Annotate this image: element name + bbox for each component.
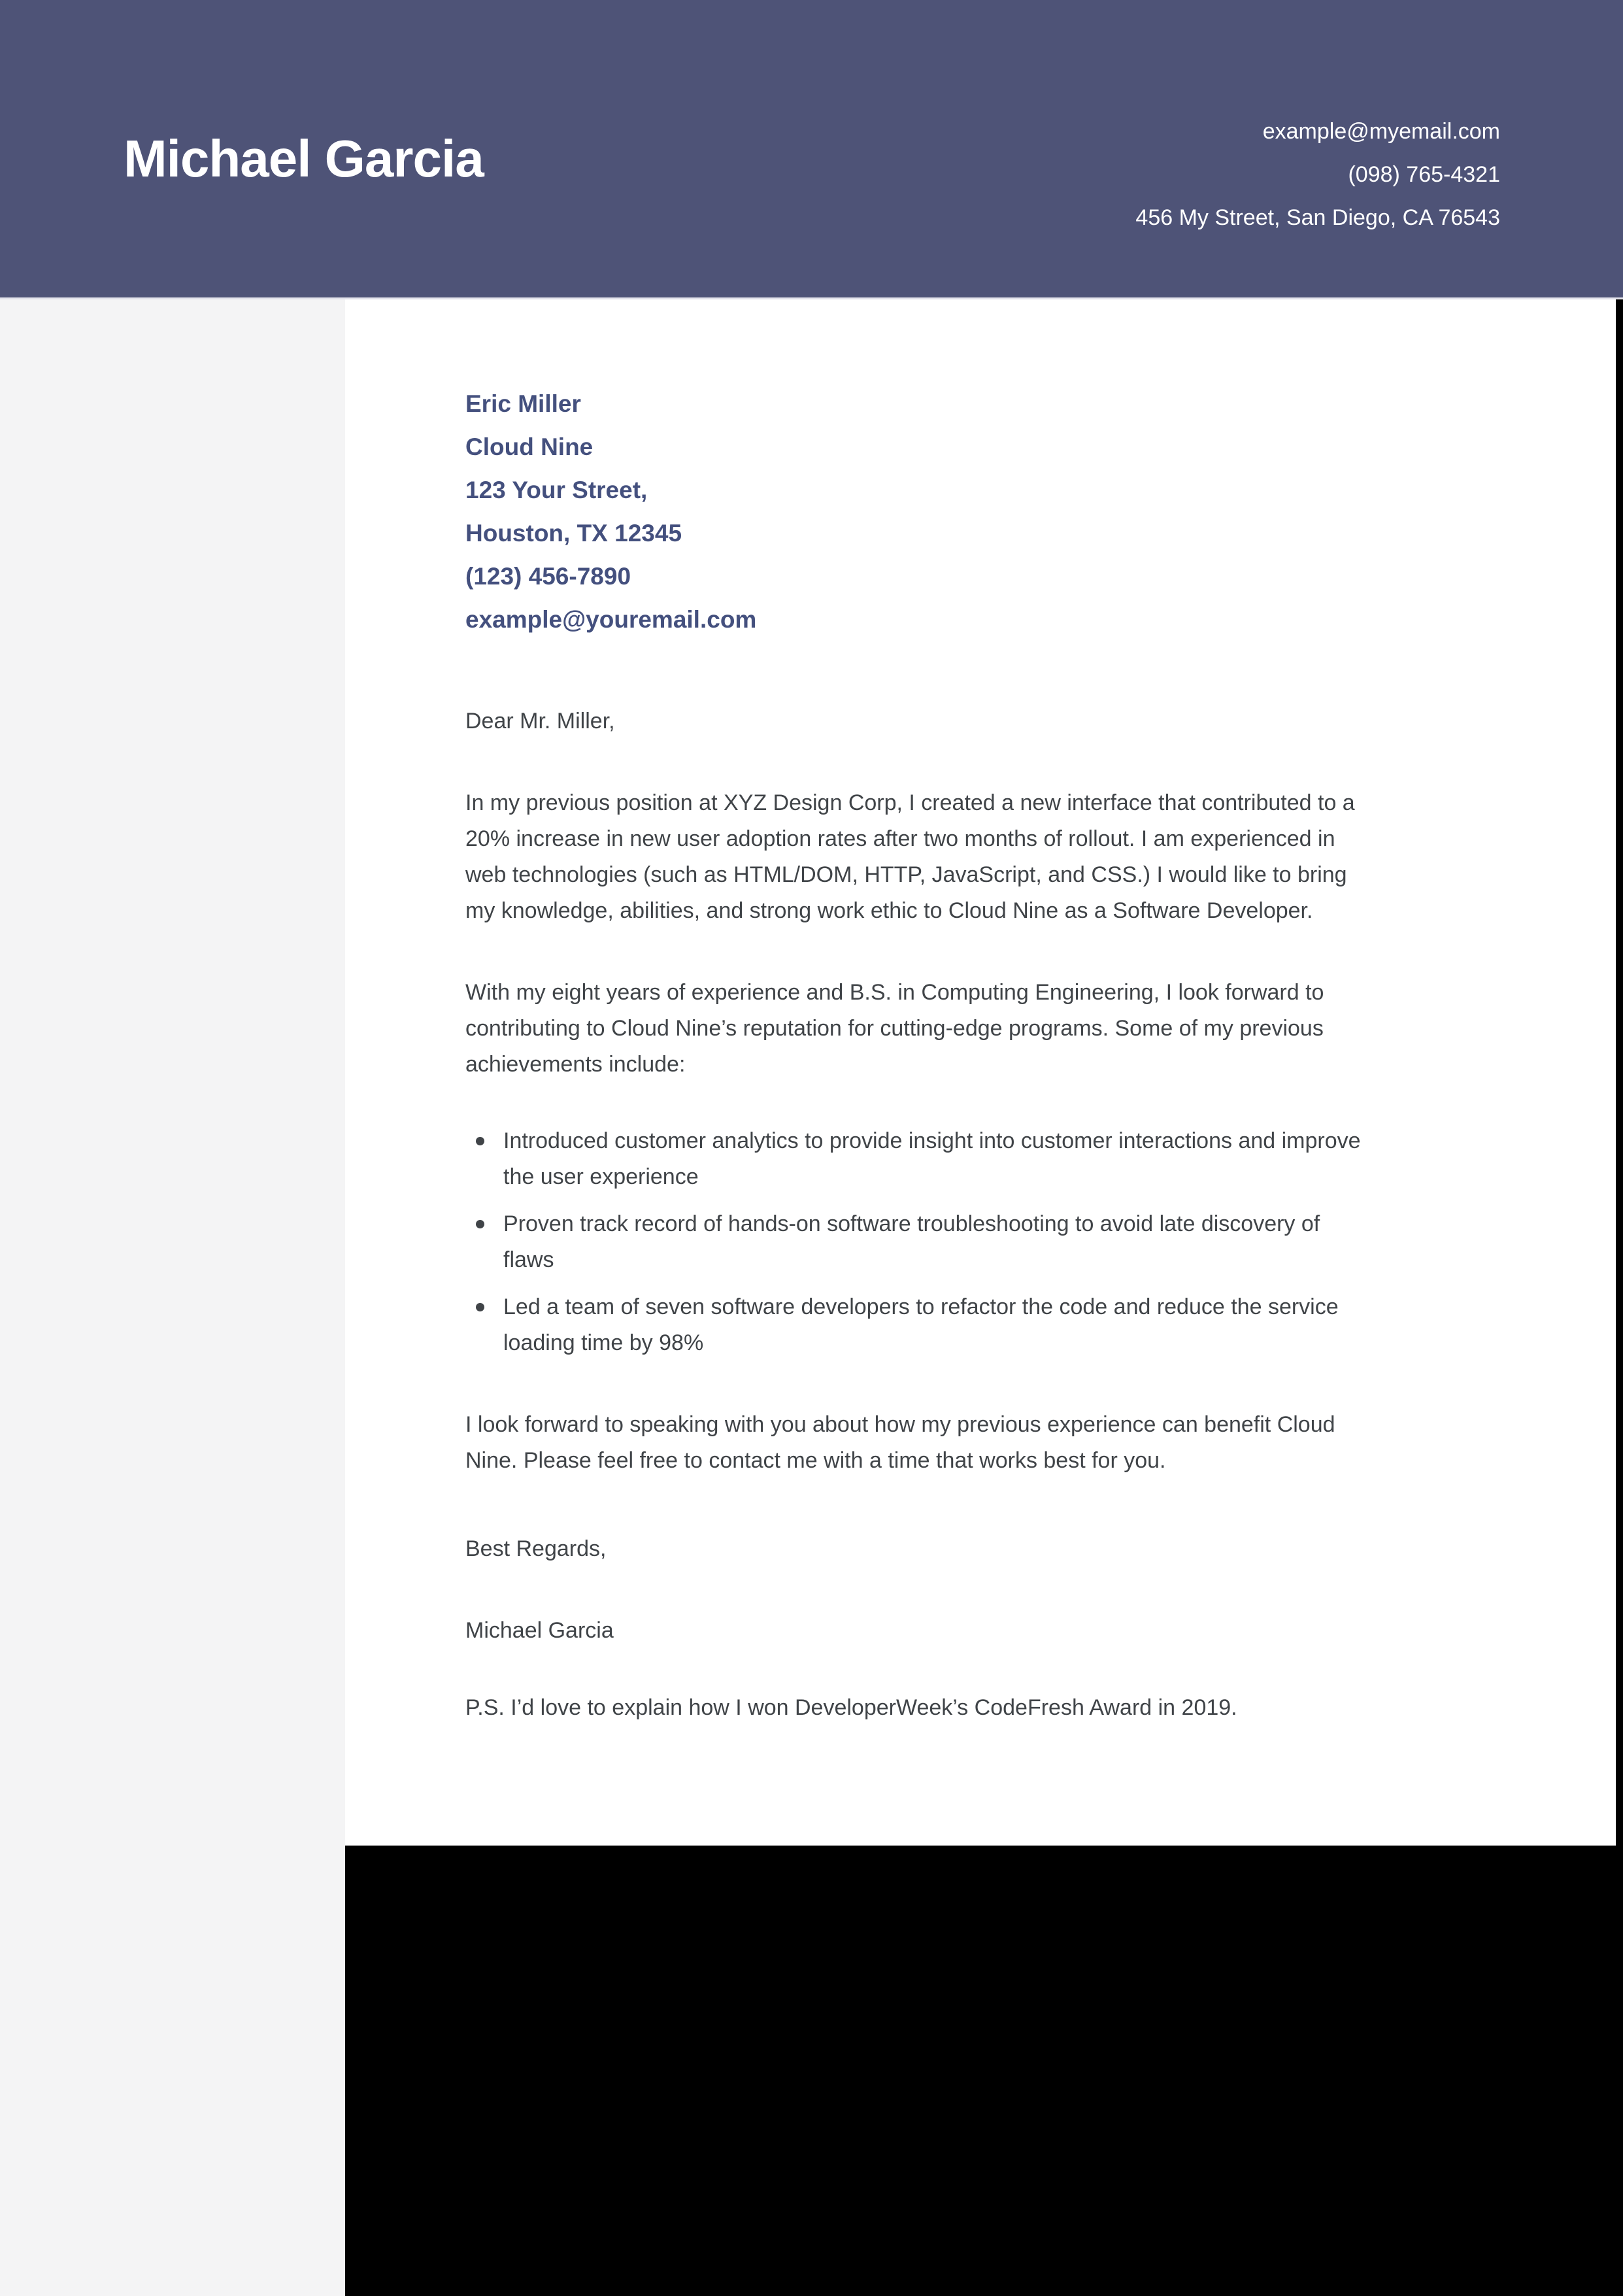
text-line: my knowledge, abilities, and strong work ethic to Cloud Nine as a Software Developer. xyxy=(465,898,1313,923)
recipient-city: Houston, TX 12345 xyxy=(465,520,682,547)
recipient-block xyxy=(465,382,1558,641)
text-line: 20% increase in new user adoption rates after two months of rollout. I am experienced in xyxy=(465,826,1335,851)
list-item-analytics xyxy=(465,1123,1558,1195)
header-band xyxy=(0,0,1623,299)
text-line: achievements include: xyxy=(465,1052,686,1077)
text-line: Proven track record of hands-on software troubleshooting to avoid late discovery of xyxy=(503,1211,1320,1236)
text-line: flaws xyxy=(503,1247,554,1272)
contact-address: 456 My Street, San Diego, CA 76543 xyxy=(1135,205,1500,230)
text-line: Led a team of seven software developers to refactor the code and reduce the service xyxy=(503,1294,1339,1319)
text-line: Introduced customer analytics to provide insight into customer interactions and improve xyxy=(503,1128,1361,1153)
text-line: With my eight years of experience and B.S. in Computing Engineering, I look forward to xyxy=(465,980,1324,1005)
recipient-street: 123 Your Street, xyxy=(465,477,648,503)
applicant-name: Michael Garcia xyxy=(124,129,484,188)
contact-email: example@myemail.com xyxy=(1262,119,1500,144)
paragraph-intro xyxy=(465,785,1558,929)
paragraph-closing xyxy=(465,1407,1558,1479)
text-line: the user experience xyxy=(503,1164,699,1189)
signature-name: Michael Garcia xyxy=(465,1618,614,1643)
recipient-phone: (123) 456-7890 xyxy=(465,563,631,590)
letter-body xyxy=(345,299,1623,1726)
letter-page xyxy=(345,299,1623,2296)
content-row xyxy=(0,299,1623,2296)
bottom-cutoff-area xyxy=(345,1846,1623,2296)
valediction: Best Regards, xyxy=(465,1536,607,1561)
text-line: loading time by 98% xyxy=(503,1330,704,1355)
recipient-name: Eric Miller xyxy=(465,390,581,417)
salutation: Dear Mr. Miller, xyxy=(465,709,615,734)
achievements-list xyxy=(465,1123,1558,1361)
contact-phone: (098) 765-4321 xyxy=(1348,162,1500,187)
text-line: web technologies (such as HTML/DOM, HTTP, JavaScript, and CSS.) I would like to bring xyxy=(465,862,1347,887)
text-line: In my previous position at XYZ Design Corp, I created a new interface that contributed to a xyxy=(465,790,1355,815)
text-line: I look forward to speaking with you about how my previous experience can benefit Cloud xyxy=(465,1412,1335,1437)
list-item-team-lead xyxy=(465,1289,1558,1361)
postscript: P.S. I’d love to explain how I won DeveloperWeek’s CodeFresh Award in 2019. xyxy=(465,1695,1237,1720)
left-margin-panel xyxy=(0,299,345,2296)
right-edge-strip xyxy=(1616,299,1623,2296)
recipient-email: example@youremail.com xyxy=(465,606,757,633)
text-line: Nine. Please feel free to contact me with a time that works best for you. xyxy=(465,1448,1166,1473)
list-item-troubleshooting xyxy=(465,1206,1558,1278)
header-contact-block xyxy=(1135,110,1500,239)
text-line: contributing to Cloud Nine’s reputation for cutting-edge programs. Some of my previous xyxy=(465,1016,1324,1041)
recipient-company: Cloud Nine xyxy=(465,433,594,460)
paragraph-experience xyxy=(465,975,1558,1083)
